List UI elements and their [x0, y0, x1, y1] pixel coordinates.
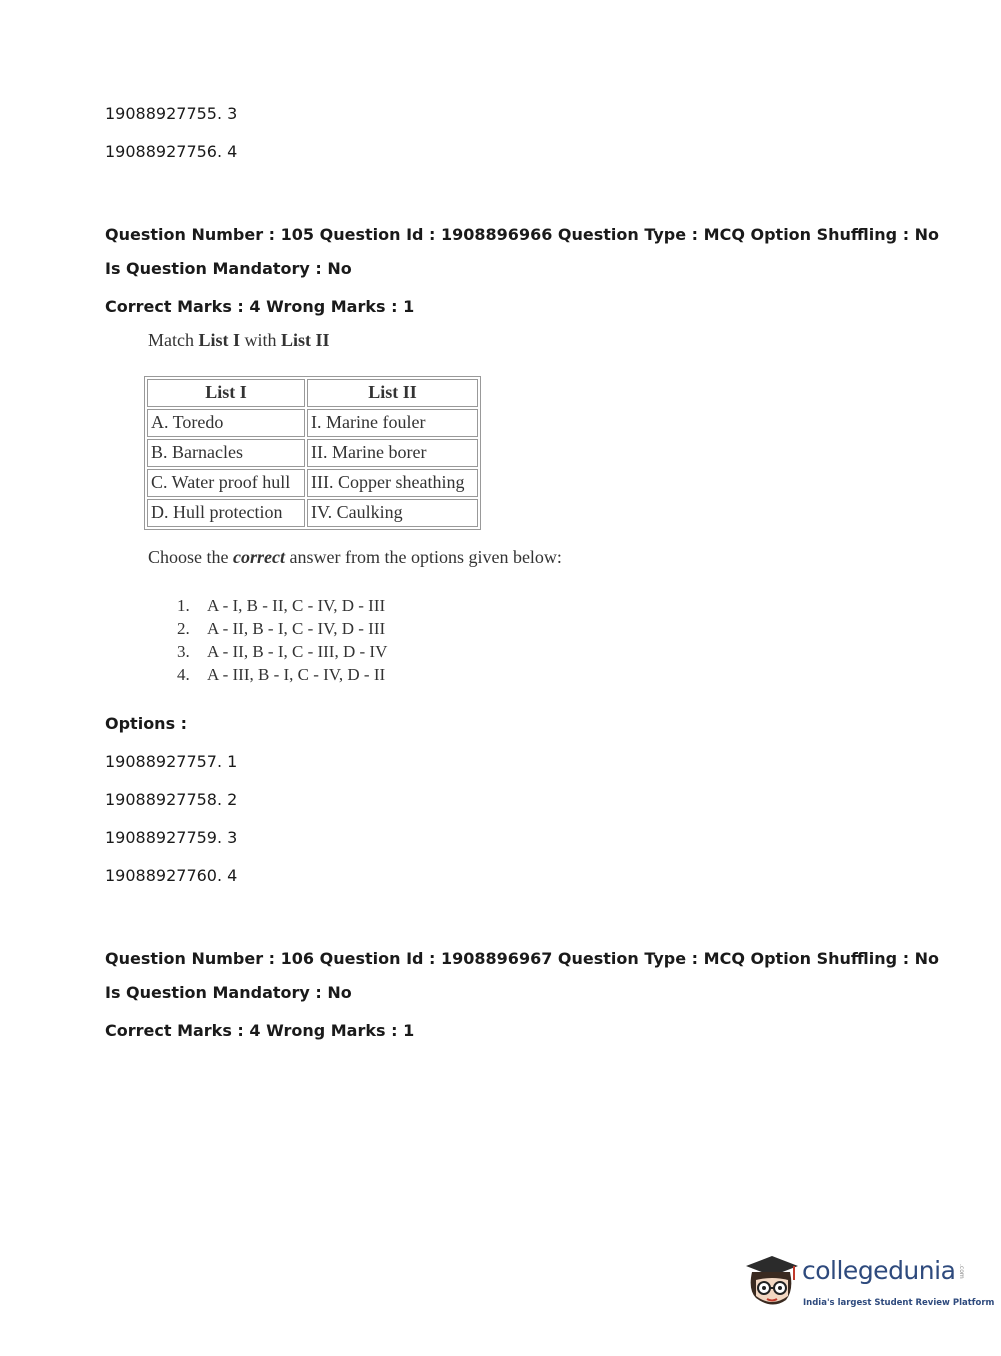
answer-item: 2. A - II, B - I, C - IV, D - III: [177, 619, 386, 638]
question-106-mandatory: Is Question Mandatory : No: [105, 983, 352, 1002]
question-105-header: Question Number : 105 Question Id : 1908896966 Question Type : MCQ Option Shuffling : No: [105, 225, 940, 244]
mascot-icon: [742, 1250, 800, 1312]
option-line: 19088927760. 4: [105, 866, 238, 885]
table-header-row: [147, 379, 478, 407]
table-cell: II. Marine borer: [307, 439, 478, 467]
table-header-cell: List II: [307, 379, 478, 407]
choose-instruction: Choose the correct answer from the options given below:: [148, 547, 562, 567]
question-105-marks: Correct Marks : 4 Wrong Marks : 1: [105, 297, 415, 316]
brand-tagline: India's largest Student Review Platform: [803, 1298, 995, 1308]
question-106-marks: Correct Marks : 4 Wrong Marks : 1: [105, 1021, 415, 1040]
answer-list: [177, 594, 387, 686]
answer-item: 4. A - III, B - I, C - IV, D - II: [177, 665, 386, 684]
table-row: [147, 409, 478, 437]
option-line: 19088927757. 1: [105, 752, 238, 771]
brand-logo: [742, 1250, 995, 1312]
table-row: [147, 499, 478, 527]
option-line: 19088927755. 3: [105, 104, 238, 123]
table-cell: A. Toredo: [147, 409, 305, 437]
table-cell: III. Copper sheathing: [307, 469, 478, 497]
option-line: 19088927756. 4: [105, 142, 238, 161]
question-105-mandatory: Is Question Mandatory : No: [105, 259, 352, 278]
match-instruction: Match List I with List II: [148, 330, 330, 350]
brand-name: collegedunia: [802, 1256, 956, 1285]
options-label: Options :: [105, 714, 188, 733]
table-cell: D. Hull protection: [147, 499, 305, 527]
question-106-header: Question Number : 106 Question Id : 1908896967 Question Type : MCQ Option Shuffling : No: [105, 949, 940, 968]
table-cell: B. Barnacles: [147, 439, 305, 467]
brand-com: .com: [958, 1264, 965, 1279]
option-line: 19088927759. 3: [105, 828, 238, 847]
table-cell: I. Marine fouler: [307, 409, 478, 437]
table-cell: C. Water proof hull: [147, 469, 305, 497]
table-row: [147, 469, 478, 497]
table-header-cell: List I: [147, 379, 305, 407]
match-table: [144, 376, 481, 530]
table-row: [147, 439, 478, 467]
table-cell: IV. Caulking: [307, 499, 478, 527]
option-line: 19088927758. 2: [105, 790, 238, 809]
answer-item: 3. A - II, B - I, C - III, D - IV: [177, 642, 388, 661]
answer-item: 1. A - I, B - II, C - IV, D - III: [177, 596, 386, 615]
